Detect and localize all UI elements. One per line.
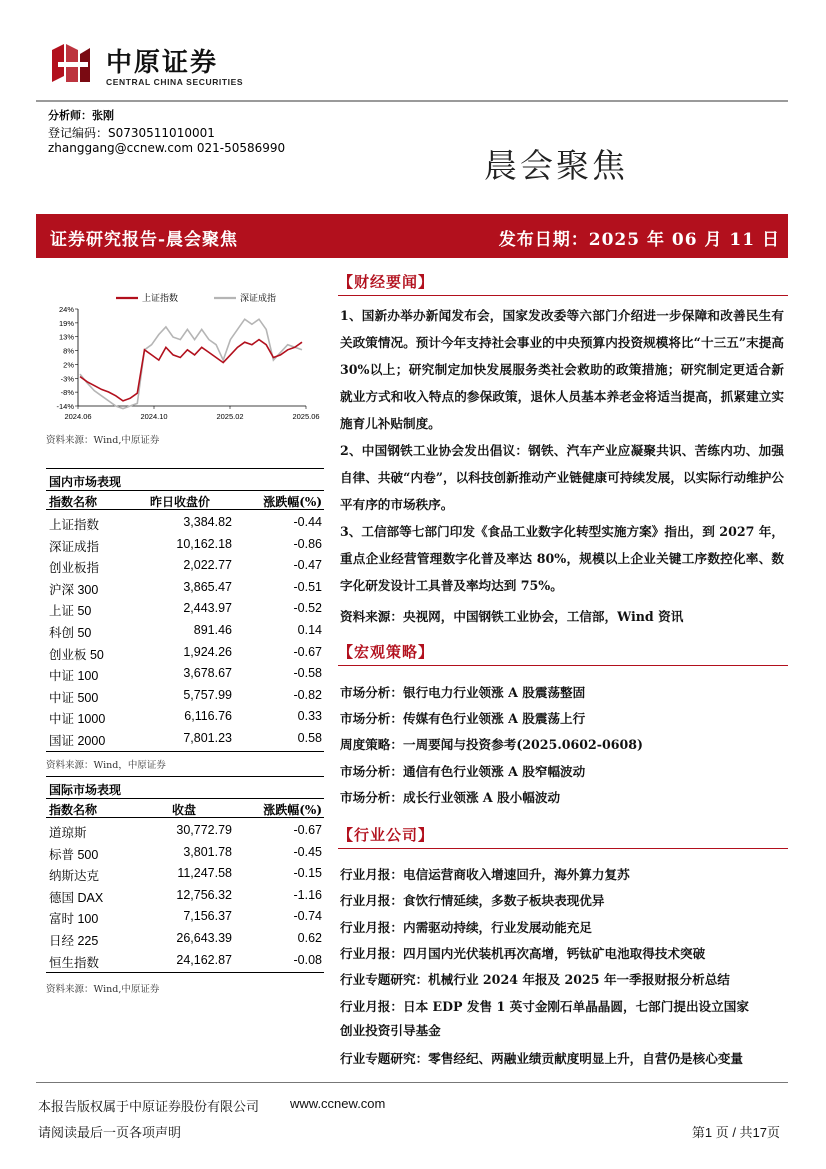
analyst-contact: zhanggang@ccnew.com 021-50586990 — [48, 141, 286, 155]
table-row — [46, 577, 324, 599]
macro-item[interactable]: 市场分析：传媒有色行业领涨 A 股震荡上行 — [340, 711, 586, 727]
y-tick-label: 2% — [63, 360, 74, 370]
international-source: 资料来源：Wind,中原证券 — [46, 984, 160, 995]
index-change: -0.52 — [293, 601, 322, 616]
news-source: 资料来源：央视网，中国钢铁工业协会，工信部，Wind 资讯 — [340, 609, 684, 624]
table-row — [46, 820, 324, 842]
index-name: 德国 DAX — [49, 890, 104, 905]
table-row — [46, 928, 324, 950]
table-row — [46, 885, 324, 907]
industry-item[interactable]: 行业专题研究：零售经纪、两融业绩贡献度明显上升，自营仍是核心变量 — [340, 1051, 743, 1066]
index-change: -0.67 — [293, 644, 322, 659]
column-header: 指数名称 — [49, 495, 98, 509]
index-close: 12,756.32 — [176, 887, 232, 902]
index-name: 上证 50 — [49, 604, 92, 619]
index-name: 恒生指数 — [49, 955, 100, 970]
industry-item[interactable]: 行业月报：食饮行情延续，多数子板块表现优异 — [340, 893, 605, 909]
finance-news-title: 【财经要闻】 — [338, 273, 435, 291]
index-close: 3,865.47 — [183, 579, 232, 594]
table-row — [46, 598, 324, 620]
x-tick-label: 2025.02 — [216, 412, 244, 421]
logo-english-name: CENTRAL CHINA SECURITIES — [106, 77, 244, 87]
analyst-name: 分析师：张刚 — [48, 109, 114, 122]
index-name: 中证 1000 — [49, 712, 106, 727]
column-header: 昨日收盘价 — [150, 495, 211, 509]
index-change: -0.74 — [293, 909, 322, 924]
index-close: 7,801.23 — [183, 731, 232, 745]
website-link[interactable]: www.ccnew.com — [290, 1096, 386, 1111]
y-tick-label: 19% — [58, 318, 74, 328]
column-header: 涨跌幅(%) — [263, 803, 322, 817]
industry-item[interactable]: 创业投资引导基金 — [340, 1023, 441, 1038]
index-name: 国证 2000 — [49, 734, 106, 748]
index-name: 日经 225 — [49, 934, 99, 948]
industry-item[interactable]: 行业月报：日本 EDP 发售 1 英寸金刚石单晶晶圆，七部门提出设立国家 — [340, 998, 749, 1014]
index-name: 纳斯达克 — [49, 869, 100, 884]
index-name: 中证 500 — [49, 690, 99, 705]
logo-icon — [48, 40, 94, 86]
index-close: 891.46 — [193, 623, 232, 637]
y-tick-label: 13% — [58, 332, 74, 342]
y-tick-label: 24% — [58, 305, 74, 314]
index-name: 富时 100 — [49, 912, 99, 927]
table-row — [46, 863, 324, 885]
y-tick-label: 8% — [63, 346, 74, 356]
index-close: 1,924.26 — [183, 644, 232, 659]
domestic-table-title: 国内市场表现 — [46, 468, 324, 490]
y-tick-label: -8% — [60, 388, 74, 398]
header-divider — [36, 100, 788, 102]
index-close: 3,678.67 — [183, 666, 232, 681]
index-close: 6,116.76 — [184, 709, 232, 724]
column-header: 指数名称 — [49, 803, 98, 817]
index-name: 创业板 50 — [49, 647, 104, 662]
index-name: 上证指数 — [49, 518, 100, 532]
footer-divider — [36, 1082, 788, 1083]
table-row — [46, 685, 324, 707]
industry-company-title: 【行业公司】 — [338, 826, 435, 844]
domestic-source: 资料来源：Wind，中原证券 — [46, 760, 166, 771]
legend-label: 上证指数 — [142, 294, 179, 304]
x-tick-label: 2024.06 — [64, 412, 92, 421]
index-close: 30,772.79 — [176, 823, 232, 837]
index-change: -0.15 — [293, 866, 322, 881]
industry-item[interactable]: 行业月报：四月国内光伏装机再次高增，钙钛矿电池取得技术突破 — [340, 945, 706, 961]
index-change: -0.67 — [293, 823, 322, 837]
table-bottom-rule — [46, 972, 324, 973]
disclaimer: 请阅读最后一页各项声明 — [38, 1125, 182, 1140]
index-change: -0.45 — [293, 844, 322, 859]
report-type: 证券研究报告-晨会聚焦 — [50, 230, 239, 250]
index-close: 24,162.87 — [176, 952, 232, 967]
index-change: -0.82 — [293, 687, 322, 702]
industry-item[interactable]: 行业月报：电信运营商收入增速回升，海外算力复苏 — [340, 867, 630, 882]
y-tick-label: -3% — [60, 374, 74, 384]
index-change: -0.44 — [293, 515, 322, 529]
logo-chinese-name: 中原证券 — [106, 48, 219, 78]
index-name: 道琼斯 — [49, 826, 87, 840]
domestic-table-header — [46, 490, 324, 510]
table-row — [46, 663, 324, 685]
table-row — [46, 512, 324, 534]
macro-strategy-title: 【宏观策略】 — [338, 643, 435, 661]
x-tick-label: 2025.06 — [292, 412, 320, 421]
international-table-header — [46, 798, 324, 818]
index-name: 深证成指 — [49, 539, 100, 554]
news-item-3: 3、工信部等七部门印发《食品工业数字化转型实施方案》指出，到 2027 年，重点企业经营管理数字化普及率达 80%，规模以上企业关键工序数控化率、数字化研发设计工具普及率均达到 75%。 — [340, 524, 784, 593]
industry-item[interactable]: 行业专题研究：机械行业 2024 年报及 2025 年一季报财报分析总结 — [340, 972, 730, 988]
index-close: 26,643.39 — [176, 931, 232, 945]
index-change: -1.16 — [293, 887, 322, 902]
series-line — [80, 340, 302, 401]
index-close: 11,247.58 — [177, 866, 232, 881]
index-change: 0.14 — [297, 623, 322, 637]
section-divider — [338, 295, 788, 296]
table-row — [46, 620, 324, 642]
publish-date: 发布日期：2025 年 06 月 11 日 — [498, 230, 780, 250]
table-row — [46, 728, 324, 750]
index-close: 2,022.77 — [183, 558, 232, 573]
macro-item[interactable]: 市场分析：成长行业领涨 A 股小幅波动 — [340, 789, 561, 805]
index-close: 2,443.97 — [183, 601, 232, 616]
column-header: 收盘 — [172, 803, 197, 817]
macro-item[interactable]: 市场分析：银行电力行业领涨 A 股震荡整固 — [340, 685, 586, 700]
document-title: 晨会聚焦 — [484, 146, 628, 185]
index-close: 7,156.37 — [183, 909, 232, 924]
industry-item[interactable]: 行业月报：内需驱动持续，行业发展动能充足 — [340, 919, 592, 935]
index-change: 0.33 — [297, 709, 322, 724]
index-trend-chart — [44, 285, 320, 431]
index-close: 3,384.82 — [183, 515, 232, 529]
section-divider — [338, 665, 788, 666]
chart-source: 资料来源：Wind,中原证券 — [46, 435, 160, 446]
macro-item[interactable]: 市场分析：通信有色行业领涨 A 股窄幅波动 — [340, 763, 586, 779]
copyright: 本报告版权属于中原证券股份有限公司 — [38, 1099, 260, 1114]
macro-item[interactable]: 周度策略：一周要闻与投资参考(2025.0602-0608) — [340, 737, 643, 753]
registration-code: 登记编码：S0730511010001 — [48, 126, 215, 140]
news-item-1: 1、国新办举办新闻发布会，国家发改委等六部门介绍进一步保障和改善民生有关政策情况。预计今年支持社会事业的中央预算内投资规模将比“十三五”末提高 30%以上；研究制定加快发展服务类社会救助的政策措施；研究制定更适合新就业方式和收入特点的参保政策，退休人员基本养老金将适当提高，抓紧建立实施育儿补贴制度。 — [340, 308, 784, 431]
table-bottom-rule — [46, 751, 324, 752]
index-name: 标普 500 — [49, 847, 99, 862]
index-close: 10,162.18 — [176, 536, 232, 551]
y-tick-label: -14% — [56, 402, 74, 411]
table-row — [46, 642, 324, 664]
index-name: 中证 100 — [49, 669, 99, 684]
index-change: -0.86 — [293, 536, 322, 551]
index-change: 0.62 — [297, 931, 322, 945]
table-row — [46, 906, 324, 928]
index-name: 沪深 300 — [49, 582, 99, 597]
index-name: 创业板指 — [49, 561, 100, 576]
index-close: 3,801.78 — [183, 844, 232, 859]
table-row — [46, 950, 324, 972]
index-name: 科创 50 — [49, 626, 92, 640]
column-header: 涨跌幅(%) — [263, 495, 322, 509]
table-row — [46, 534, 324, 556]
index-change: -0.51 — [293, 579, 322, 594]
index-close: 5,757.99 — [183, 687, 232, 702]
index-change: -0.47 — [293, 558, 322, 573]
news-item-2: 2、中国钢铁工业协会发出倡议：钢铁、汽车产业应凝聚共识、苦练内功、加强自律、共破“内卷”，以科技创新推动产业链健康可持续发展，以实际行动维护公平有序的市场秩序。 — [340, 443, 784, 512]
section-divider — [338, 848, 788, 849]
x-tick-label: 2024.10 — [140, 412, 168, 421]
international-table-title: 国际市场表现 — [46, 776, 324, 798]
table-row — [46, 555, 324, 577]
page-number: 第1 页 / 共17页 — [691, 1125, 780, 1140]
table-row — [46, 706, 324, 728]
index-change: 0.58 — [297, 731, 322, 745]
legend-label: 深证成指 — [240, 294, 277, 304]
index-change: -0.58 — [293, 666, 322, 681]
index-change: -0.08 — [293, 952, 322, 967]
table-row — [46, 842, 324, 864]
